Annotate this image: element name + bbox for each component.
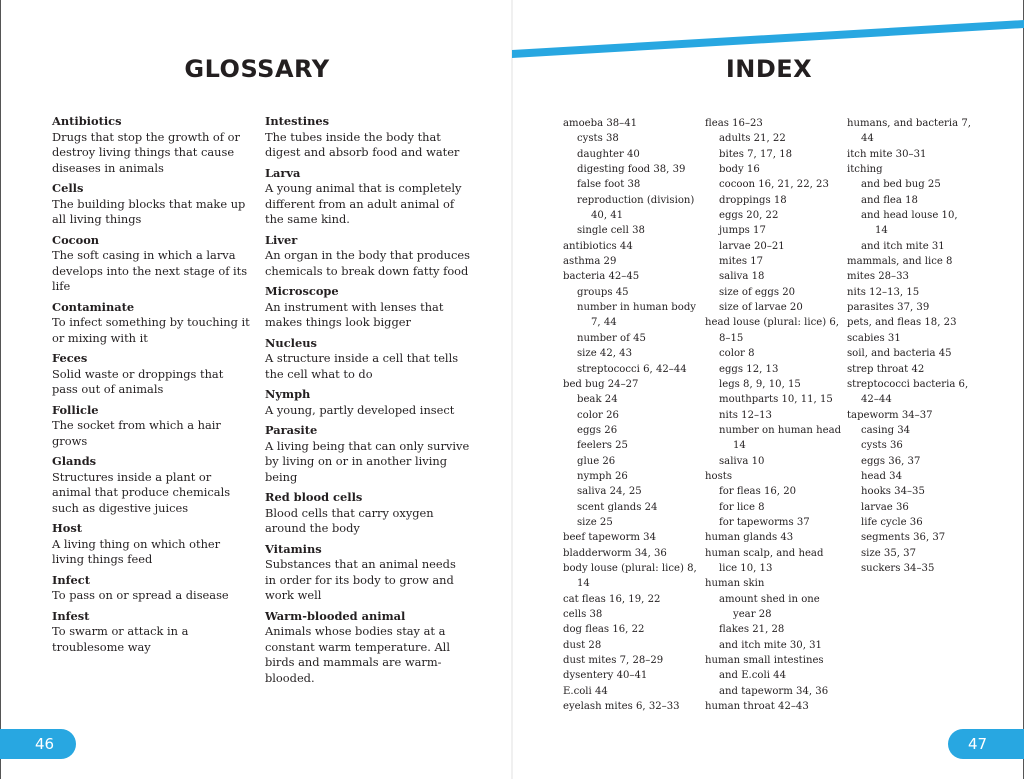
glossary-term: Microscope <box>265 284 339 298</box>
index-entry: nits 12–13, 15 <box>847 286 920 298</box>
index-entry: hosts <box>705 470 732 482</box>
glossary-term: Larva <box>265 165 301 180</box>
glossary-term: Infest <box>52 608 90 623</box>
index-subentry: suckers 34–35 <box>861 562 935 574</box>
index-subentry: and itch mite 30, 31 <box>719 639 822 651</box>
index-subentry: beak 24 <box>577 394 618 406</box>
glossary-definition: A young, partly developed insect <box>265 402 455 417</box>
index-subentry: and head louse 10, 14 <box>861 210 958 237</box>
glossary-term: Contaminate <box>52 299 135 314</box>
index-subentry: for lice 8 <box>719 501 765 513</box>
index-subentry: for fleas 16, 20 <box>719 486 797 498</box>
index-subentry: adults 21, 22 <box>719 133 786 145</box>
index-subentry: cocoon 16, 21, 22, 23 <box>719 179 829 191</box>
index-column-3 <box>847 116 972 576</box>
index-subentry: daughter 40 <box>577 148 640 160</box>
index-entry: dust 28 <box>563 639 602 651</box>
index-subentry: false foot 38 <box>577 179 641 191</box>
glossary-entry <box>52 609 252 656</box>
index-entry: itching <box>847 164 883 176</box>
glossary-definition: To infect something by touching it or mixing with it <box>52 315 250 345</box>
index-entry: itch mite 30–31 <box>847 148 927 160</box>
glossary-definition: To swarm or attack in a troublesome way <box>52 624 189 654</box>
index-entry: E.coli 44 <box>563 685 608 697</box>
index-entry: cat fleas 16, 19, 22 <box>563 593 661 605</box>
glossary-entry <box>265 609 470 687</box>
index-entry: beef tapeworm 34 <box>563 532 657 544</box>
glossary-term: Cocoon <box>52 232 100 247</box>
index-subentry: number on human head 14 <box>719 424 842 452</box>
accent-stripe <box>0 0 1024 60</box>
index-entry: soil, and bacteria 45 <box>847 348 952 360</box>
index-entry: tapeworm 34–37 <box>847 409 933 421</box>
page-border-left <box>0 0 1 779</box>
index-subentry: larvae 36 <box>861 501 909 513</box>
index-entry: bacteria 42–45 <box>563 271 640 283</box>
page-number-left: 46 <box>35 735 55 753</box>
index-subentry: and flea 18 <box>861 194 918 206</box>
glossary-definition: The soft casing in which a larva develops into the next stage of its life <box>52 248 248 293</box>
index-subentry: flakes 21, 28 <box>719 624 785 636</box>
glossary-term: Nymph <box>265 387 311 401</box>
index-entry: head louse (plural: lice) 6, 8–15 <box>705 317 839 344</box>
glossary-term: Cells <box>52 181 84 195</box>
index-entry: pets, and fleas 18, 23 <box>847 317 957 329</box>
glossary-definition: Blood cells that carry oxygen around the body <box>265 505 434 535</box>
glossary-entry <box>52 351 252 398</box>
glossary-definition: An instrument with lenses that makes things look bigger <box>265 299 444 329</box>
index-subentry: groups 45 <box>577 286 629 298</box>
glossary-entry <box>52 114 252 176</box>
glossary-entry <box>52 403 252 450</box>
index-subentry: and itch mite 31 <box>861 240 945 252</box>
glossary-entry <box>265 490 470 537</box>
glossary-term: Host <box>52 521 83 535</box>
index-subentry: for tapeworms 37 <box>719 516 810 528</box>
glossary-entry <box>265 114 470 161</box>
glossary-title: GLOSSARY <box>184 55 330 83</box>
index-title: INDEX <box>725 55 813 83</box>
glossary-definition: A structure inside a cell that tells the cell what to do <box>265 351 459 381</box>
glossary-entry <box>265 387 470 418</box>
index-subentry: saliva 24, 25 <box>577 486 642 498</box>
glossary-column-2 <box>265 114 470 691</box>
index-subentry: legs 8, 9, 10, 15 <box>719 378 801 390</box>
index-subentry: eggs 20, 22 <box>719 210 779 222</box>
index-entry: asthma 29 <box>563 256 617 268</box>
index-subentry: reproduction (division) 40, 41 <box>577 194 695 222</box>
glossary-definition: The socket from which a hair grows <box>52 418 221 448</box>
index-entry: scabies 31 <box>847 332 901 344</box>
glossary-term: Red blood cells <box>265 490 363 504</box>
index-subentry: cysts 38 <box>577 133 619 145</box>
index-column-1 <box>563 116 698 714</box>
glossary-entry <box>265 284 470 331</box>
glossary-definition: The tubes inside the body that digest and absorb food and water <box>265 129 460 159</box>
index-subentry: saliva 10 <box>719 455 765 467</box>
page-number-right-tab <box>948 729 1024 759</box>
index-entry: bladderworm 34, 36 <box>563 547 667 559</box>
index-subentry: and bed bug 25 <box>861 179 941 191</box>
index-subentry: cysts 36 <box>861 440 903 452</box>
book-gutter <box>511 0 513 779</box>
index-subentry: scent glands 24 <box>577 501 658 513</box>
index-entry: streptococci bacteria 6, 42–44 <box>847 378 969 406</box>
index-subentry: life cycle 36 <box>861 516 923 528</box>
index-subentry: feelers 25 <box>577 440 628 452</box>
index-subentry: color 26 <box>577 409 619 421</box>
index-entry: dysentery 40–41 <box>563 670 648 682</box>
index-subentry: and E.coli 44 <box>719 670 787 682</box>
glossary-definition: Solid waste or droppings that pass out of animals <box>52 366 224 396</box>
index-subentry: color 8 <box>719 348 755 360</box>
index-entry: body louse (plural: lice) 8, 14 <box>563 562 697 590</box>
glossary-entry <box>52 454 252 516</box>
glossary-term: Intestines <box>265 114 330 128</box>
glossary-entry <box>52 300 252 347</box>
index-entry: dog fleas 16, 22 <box>563 624 645 636</box>
index-entry: humans, and bacteria 7, 44 <box>847 118 971 145</box>
index-entry: strep throat 42 <box>847 363 925 375</box>
glossary-term: Warm-blooded animal <box>265 608 406 623</box>
index-entry: fleas 16–23 <box>705 118 763 129</box>
glossary-definition: A young animal that is completely different from an adult animal of the same kind. <box>265 181 462 226</box>
index-entry: human skin <box>705 578 765 590</box>
glossary-term: Vitamins <box>265 541 322 556</box>
index-subentry: larvae 20–21 <box>719 240 785 252</box>
index-entry: parasites 37, 39 <box>847 302 930 314</box>
glossary-term: Nucleus <box>265 335 317 350</box>
glossary-entry <box>52 181 252 228</box>
index-subentry: number of 45 <box>577 332 646 344</box>
index-subentry: casing 34 <box>861 424 911 436</box>
glossary-term: Glands <box>52 454 97 468</box>
index-subentry: bites 7, 17, 18 <box>719 148 793 160</box>
glossary-definition: The building blocks that make up all living things <box>52 196 246 226</box>
index-entry: amoeba 38–41 <box>563 118 638 129</box>
glossary-entry <box>265 542 470 604</box>
index-subentry: eggs 26 <box>577 424 618 436</box>
index-subentry: hooks 34–35 <box>861 486 925 498</box>
index-subentry: nits 12–13 <box>719 409 772 421</box>
page-number-right: 47 <box>968 735 988 753</box>
index-entry: human glands 43 <box>705 532 794 544</box>
index-subentry: mouthparts 10, 11, 15 <box>719 394 833 406</box>
glossary-definition: Animals whose bodies stay at a constant warm temperature. All birds and mammals are warm-blooded. <box>265 624 450 685</box>
glossary-entry <box>52 573 252 604</box>
glossary-definition: An organ in the body that produces chemicals to break down fatty food <box>265 248 470 278</box>
glossary-term: Parasite <box>265 423 318 437</box>
glossary-term: Antibiotics <box>52 114 122 128</box>
glossary-entry <box>265 166 470 228</box>
index-subentry: body 16 <box>719 164 760 176</box>
index-entry: human small intestines <box>705 655 824 667</box>
glossary-definition: A living being that can only survive by living on or in another living being <box>265 438 470 484</box>
index-entry: antibiotics 44 <box>563 240 633 252</box>
index-subentry: size 25 <box>577 516 613 528</box>
index-subentry: jumps 17 <box>719 225 766 237</box>
glossary-entry <box>265 233 470 280</box>
index-subentry: eggs 12, 13 <box>719 363 779 375</box>
index-subentry: glue 26 <box>577 455 616 467</box>
glossary-term: Feces <box>52 351 88 365</box>
index-subentry: amount shed in one year 28 <box>719 593 820 620</box>
index-entry: human throat 42–43 <box>705 701 809 713</box>
index-column-2 <box>705 116 843 714</box>
index-subentry: head 34 <box>861 470 903 482</box>
index-subentry: number in human body 7, 44 <box>577 302 696 329</box>
index-subentry: saliva 18 <box>719 271 765 283</box>
index-entry: eyelash mites 6, 32–33 <box>563 701 680 713</box>
glossary-definition: Structures inside a plant or animal that produce chemicals such as digestive juices <box>52 469 231 515</box>
index-subentry: eggs 36, 37 <box>861 455 921 467</box>
glossary-entry <box>52 521 252 568</box>
glossary-entry <box>265 336 470 383</box>
glossary-entry <box>265 423 470 485</box>
index-entry: cells 38 <box>563 609 603 620</box>
index-entry: dust mites 7, 28–29 <box>563 655 664 667</box>
index-entry: human scalp, and head lice 10, 13 <box>705 547 824 574</box>
glossary-definition: To pass on or spread a disease <box>52 588 229 602</box>
index-subentry: size of larvae 20 <box>719 302 803 314</box>
index-subentry: size of eggs 20 <box>719 286 796 298</box>
glossary-definition: Substances that an animal needs in order for its body to grow and work well <box>265 557 456 602</box>
index-subentry: mites 17 <box>719 256 764 268</box>
index-subentry: segments 36, 37 <box>861 532 946 544</box>
index-subentry: size 42, 43 <box>577 348 633 360</box>
glossary-term: Liver <box>265 232 298 247</box>
index-subentry: single cell 38 <box>577 225 645 237</box>
index-subentry: digesting food 38, 39 <box>577 164 686 176</box>
glossary-term: Follicle <box>52 402 99 417</box>
glossary-definition: A living thing on which other living things feed <box>52 536 221 566</box>
index-entry: mammals, and lice 8 <box>847 256 953 268</box>
index-entry: bed bug 24–27 <box>563 378 639 390</box>
glossary-entry <box>52 233 252 295</box>
index-subentry: nymph 26 <box>577 470 628 482</box>
index-subentry: and tapeworm 34, 36 <box>719 685 829 697</box>
index-subentry: streptococci 6, 42–44 <box>577 363 687 375</box>
index-subentry: size 35, 37 <box>861 547 917 559</box>
page-number-left-tab <box>0 729 76 759</box>
glossary-definition: Drugs that stop the growth of or destroy living things that cause diseases in animals <box>52 129 240 175</box>
index-entry: mites 28–33 <box>847 271 909 283</box>
glossary-column-1 <box>52 114 252 660</box>
glossary-term: Infect <box>52 572 90 587</box>
index-subentry: droppings 18 <box>719 194 787 206</box>
